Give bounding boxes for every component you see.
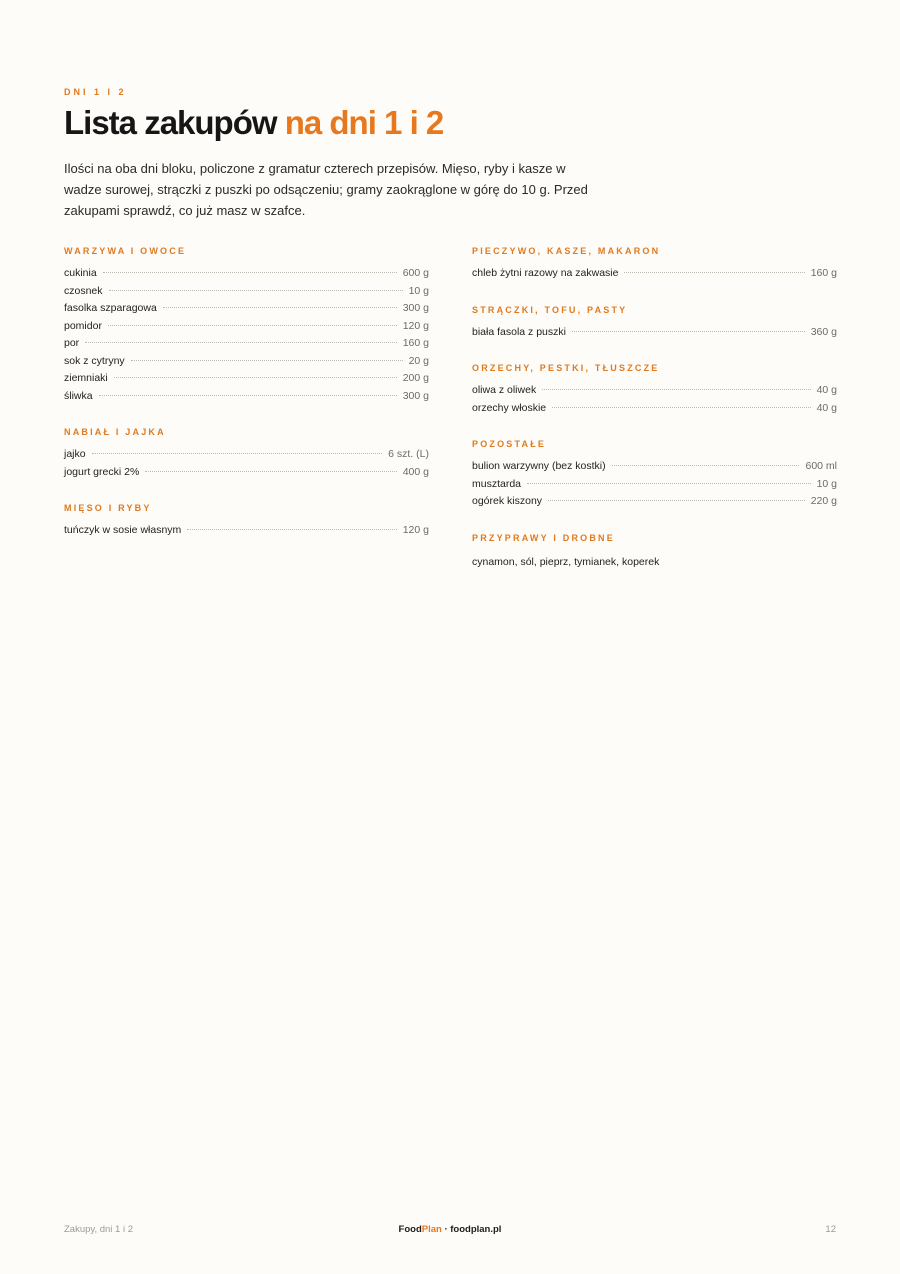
- section-title: NABIAŁ I JAJKA: [64, 427, 166, 437]
- section-title: ORZECHY, PESTKI, TŁUSZCZE: [472, 363, 660, 373]
- list-item: [472, 384, 837, 402]
- dotted-leader: [612, 465, 800, 466]
- item-quantity: 10 g: [816, 477, 837, 490]
- brand-food: Food: [398, 1224, 422, 1235]
- item-name: ziemniaki: [64, 372, 108, 384]
- dotted-leader: [108, 325, 397, 326]
- dotted-leader: [85, 342, 397, 343]
- dotted-leader: [114, 377, 397, 378]
- item-name: musztarda: [472, 477, 522, 490]
- brand-plan: Plan: [421, 1224, 442, 1235]
- left-column: [64, 244, 429, 560]
- list-item: [64, 524, 429, 542]
- item-quantity: 160 g: [402, 337, 429, 349]
- list-item: [64, 355, 429, 373]
- page-title: [64, 104, 443, 142]
- item-name: ogórek kiszony: [472, 495, 543, 507]
- section-title: WARZYWA I OWOCE: [64, 246, 187, 256]
- item-quantity: 600 ml: [805, 460, 837, 472]
- section-title: POZOSTAŁE: [472, 439, 547, 449]
- item-quantity: 200 g: [402, 372, 429, 384]
- item-name: jajko: [64, 448, 86, 460]
- dotted-leader: [109, 290, 403, 291]
- shopping-section: [64, 244, 429, 407]
- item-name: czosnek: [64, 284, 103, 297]
- section-text: cynamon, sól, pieprz, tymianek, koperek: [472, 555, 660, 568]
- item-name: orzechy włoskie: [472, 401, 547, 414]
- list-item: [64, 372, 429, 390]
- item-name: śliwka: [64, 389, 93, 402]
- footer: [64, 1224, 836, 1238]
- intro-paragraph: Ilości na oba dni bloku, policzone z gramatur czterech przepisów. Mięso, ryby i kasze w wadze surowej, strączki z puszki po odsączeniu; gramy zaokrąglone w górę do 10 g. Przed zakupami sprawdź, co już masz w szafce.: [64, 161, 588, 218]
- dotted-leader: [548, 500, 805, 501]
- eyebrow: DNI 1 I 2: [64, 87, 127, 97]
- item-name: cukinia: [64, 267, 97, 279]
- list-item: [472, 495, 837, 513]
- list-item: [64, 320, 429, 338]
- item-quantity: 120 g: [402, 524, 429, 536]
- section-title: STRĄCZKI, TOFU, PASTY: [472, 304, 628, 315]
- dotted-leader: [572, 331, 805, 332]
- dotted-leader: [552, 407, 810, 408]
- shopping-section: [64, 501, 429, 542]
- dotted-leader: [187, 529, 396, 530]
- item-quantity: 40 g: [816, 401, 837, 414]
- dotted-leader: [145, 471, 396, 472]
- item-quantity: 360 g: [810, 325, 837, 338]
- footer-brand: [64, 1224, 836, 1235]
- list-item: [472, 267, 837, 285]
- dotted-leader: [99, 395, 397, 396]
- item-quantity: 120 g: [402, 319, 429, 332]
- list-item: [64, 302, 429, 320]
- list-item: [64, 285, 429, 303]
- dotted-leader: [527, 483, 811, 484]
- shopping-section: [64, 425, 429, 483]
- list-item: [64, 448, 429, 466]
- item-quantity: 600 g: [402, 267, 429, 279]
- item-quantity: 160 g: [810, 267, 837, 279]
- footer-label: Zakupy, dni 1 i 2: [64, 1224, 134, 1235]
- item-name: pomidor: [64, 319, 102, 332]
- item-name: fasolka szparagowa: [64, 302, 157, 314]
- shopping-section: [472, 244, 837, 285]
- item-name: biała fasola z puszki: [472, 325, 566, 338]
- title-main: Lista zakupów: [64, 104, 277, 141]
- dotted-leader: [163, 307, 397, 308]
- dotted-leader: [542, 389, 810, 390]
- item-quantity: 40 g: [816, 384, 837, 396]
- item-quantity: 20 g: [408, 354, 429, 367]
- right-column: [472, 244, 837, 589]
- dotted-leader: [103, 272, 397, 273]
- section-title: PIECZYWO, KASZE, MAKARON: [472, 246, 661, 256]
- item-name: jogurt grecki 2%: [64, 465, 140, 478]
- list-item: [472, 402, 837, 420]
- item-quantity: 6 szt. (L): [388, 448, 429, 460]
- item-name: bulion warzywny (bez kostki): [472, 460, 606, 472]
- item-quantity: 400 g: [402, 465, 429, 478]
- shopping-section: [472, 361, 837, 419]
- list-item: [472, 460, 837, 478]
- page: [64, 0, 836, 1274]
- item-name: oliwa z oliwek: [472, 384, 537, 396]
- shopping-section: [472, 437, 837, 513]
- page-number: 12: [825, 1224, 836, 1235]
- shopping-section: [472, 531, 837, 571]
- item-quantity: 10 g: [408, 284, 429, 297]
- section-title: PRZYPRAWY I DROBNE: [472, 532, 615, 543]
- list-item: [472, 478, 837, 496]
- item-name: chleb żytni razowy na zakwasie: [472, 267, 619, 279]
- list-item: [64, 267, 429, 285]
- brand-site: · foodplan.pl: [441, 1224, 502, 1235]
- item-quantity: 220 g: [810, 495, 837, 507]
- item-name: sok z cytryny: [64, 354, 125, 367]
- title-accent: na dni 1 i 2: [284, 104, 444, 141]
- list-item: [64, 337, 429, 355]
- item-quantity: 300 g: [402, 302, 429, 314]
- dotted-leader: [131, 360, 403, 361]
- item-quantity: 300 g: [402, 389, 429, 402]
- list-item: [472, 326, 837, 344]
- dotted-leader: [92, 453, 383, 454]
- shopping-section: [472, 303, 837, 344]
- item-name: tuńczyk w sosie własnym: [64, 524, 182, 536]
- section-title: MIĘSO I RYBY: [64, 503, 152, 513]
- item-name: por: [64, 337, 80, 349]
- list-item: [64, 466, 429, 484]
- dotted-leader: [624, 272, 804, 273]
- list-item: [64, 390, 429, 408]
